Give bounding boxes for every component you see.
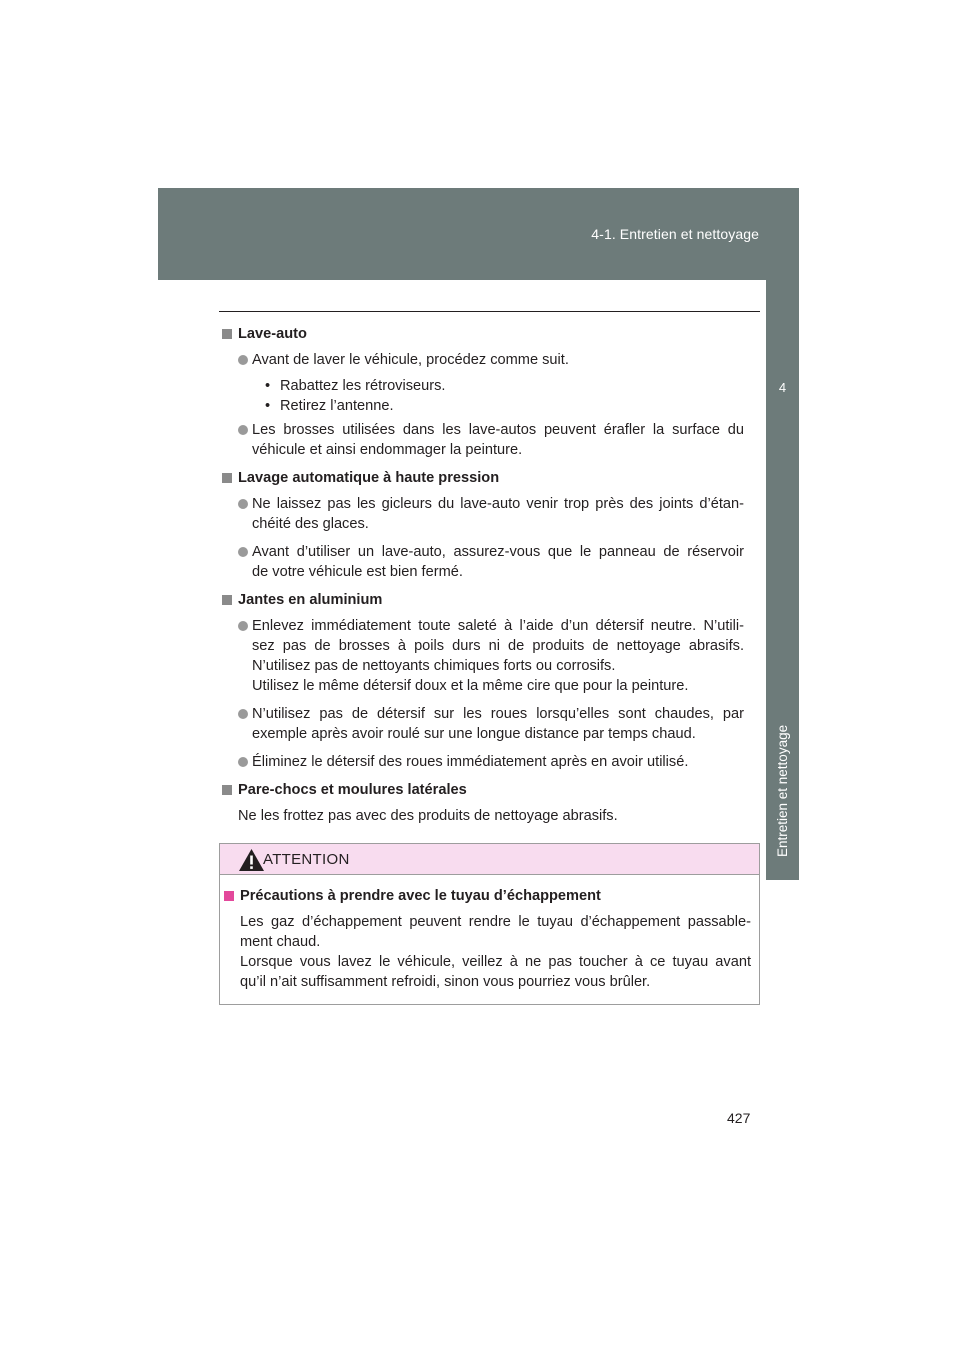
round-bullet-icon: [238, 757, 248, 767]
sub-list: [222, 376, 744, 416]
square-bullet-icon: [222, 473, 232, 483]
chapter-side-tab: [766, 280, 799, 880]
section-heading: Lavage automatique à haute pression: [222, 468, 744, 488]
warning-text: Les gaz d’échappement peuvent rendre le tuyau d’échappement passable- ment chaud. Lorsque vous lavez le véhicule, veillez à ne pas toucher à ce tuyau avant qu’il n’ait suffisamment refroidi, sinon vous pourriez vous brûler.: [240, 914, 751, 990]
section-title: 4-1. Entretien et nettoyage: [591, 226, 759, 242]
square-bullet-icon: [224, 891, 234, 901]
list-item: Avant de laver le véhicule, procédez comme suit.: [222, 350, 744, 370]
warning-title: Précautions à prendre avec le tuyau d’échappement: [224, 886, 751, 906]
round-bullet-icon: [238, 499, 248, 509]
header-band: [158, 188, 799, 280]
round-bullet-icon: [238, 547, 248, 557]
sub-list-item: • Retirez l’antenne.: [265, 396, 744, 416]
list-item: Les brosses utilisées dans les lave-autos peuvent érafler la surface du véhicule et ainsi endommager la peinture.: [222, 420, 744, 460]
chapter-number: 4: [778, 380, 787, 395]
warning-body: [220, 875, 759, 992]
sub-list-item: • Rabattez les rétroviseurs.: [265, 376, 744, 396]
warning-header: [220, 844, 759, 875]
section-heading: Pare-chocs et moulures latérales: [222, 780, 744, 800]
warning-triangle-icon: [238, 848, 265, 872]
section-paragraph: Ne les frottez pas avec des produits de nettoyage abrasifs.: [238, 808, 618, 824]
round-bullet-icon: [238, 709, 248, 719]
square-bullet-icon: [222, 595, 232, 605]
list-item: Ne laissez pas les gicleurs du lave-auto venir trop près des joints d’étan- chéité des glaces.: [222, 494, 744, 534]
section-heading: Lave-auto: [222, 324, 744, 344]
chapter-label: Entretien et nettoyage: [775, 724, 790, 858]
main-content: [222, 324, 744, 832]
square-bullet-icon: [222, 329, 232, 339]
round-bullet-icon: [238, 355, 248, 365]
page-number: 427: [727, 1110, 751, 1126]
square-bullet-icon: [222, 785, 232, 795]
list-item: N’utilisez pas de détersif sur les roues lorsqu’elles sont chaudes, par exemple après avoir roulé sur une longue distance par temps chaud.: [222, 704, 744, 744]
round-bullet-icon: [238, 425, 248, 435]
list-item: Avant d’utiliser un lave-auto, assurez-vous que le panneau de réservoir de votre véhicule est bien fermé.: [222, 542, 744, 582]
list-item: Enlevez immédiatement toute saleté à l’aide d’un détersif neutre. N’utili- sez pas de brosses à poils durs ni de produits de nettoyage abrasifs. N’utilisez pas de nettoyants chimiques forts ou corrosifs. Utilisez le même détersif doux et la même cire que pour la peinture.: [222, 616, 744, 696]
warning-label: ATTENTION: [263, 851, 350, 868]
round-bullet-icon: [238, 621, 248, 631]
warning-box: [219, 843, 760, 1005]
section-heading: Jantes en aluminium: [222, 590, 744, 610]
list-item: Éliminez le détersif des roues immédiatement après en avoir utilisé.: [222, 752, 744, 772]
top-divider: [219, 311, 760, 312]
